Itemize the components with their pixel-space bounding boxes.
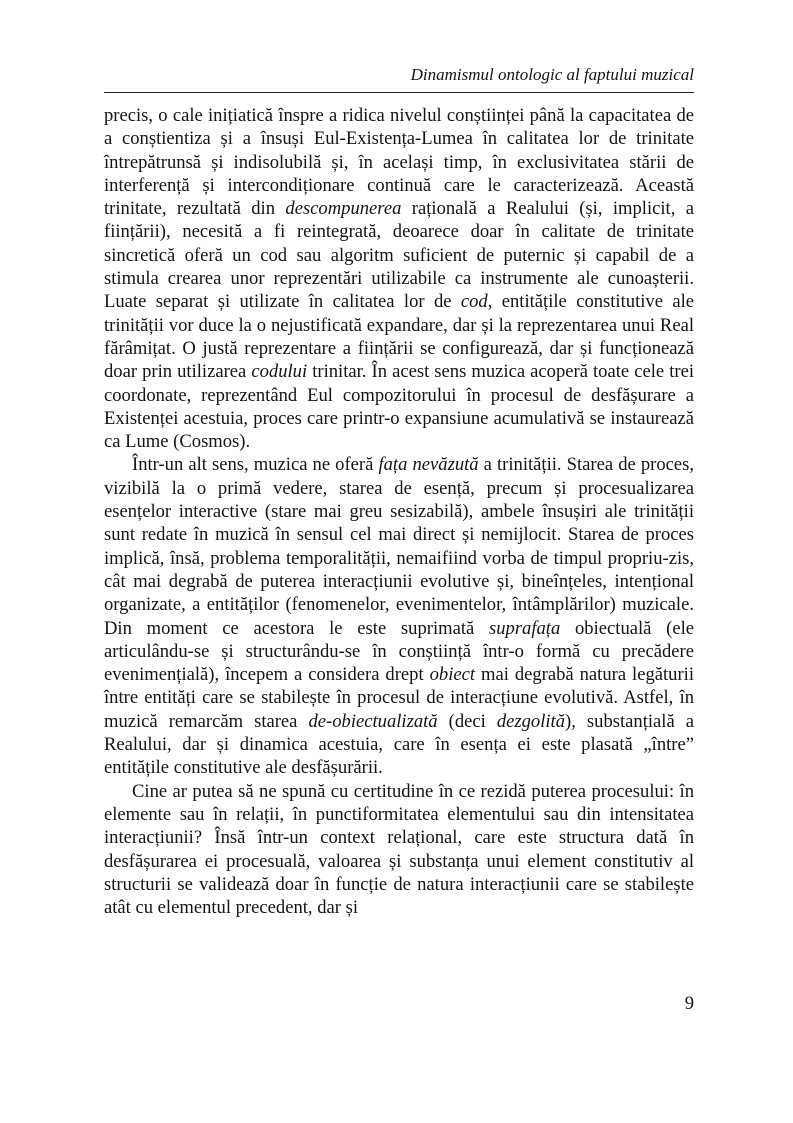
paragraph-3 <box>104 780 694 920</box>
text-run: mai degrabă natura legăturii între entități care se stabilește în procesul de interacțiune evolutivă. Astfel, în muzică remarcăm starea <box>104 664 694 732</box>
text-run: trinitar. În acest sens muzica acoperă toate cele trei coordonate, reprezentând Eul compozitorului în procesul de desfășurare a Existenței acestuia, proces care printr-o expansiune acumulativă se instaurează ca Lume (Cosmos). <box>104 361 694 453</box>
italic-run: dezgolită <box>496 710 566 732</box>
text-run: a trinității. Starea de proces, vizibilă la o primă vedere, starea de esență, precum și procesualizarea esențelor interactive (stare mai greu sesizabilă), ambele însușiri ale trinității sunt redate în muzică în sensul cel mai direct și nemijlocit. Starea de proces implică, însă, problema temporalității, nemaifiind vorba de timpul propriu-zis, cât mai degrabă de puterea interacțiunii evolutive și, bineînțeles, intențional organizate, a entităților (fenomenelor, evenimentelor, întâmplărilor) muzicale. Din moment ce acestora le este suprimată <box>104 454 695 639</box>
paragraph-2 <box>104 453 694 779</box>
italic-run: descompunerea <box>285 198 402 220</box>
body-text <box>104 104 694 919</box>
text-run: (deci <box>437 710 497 732</box>
text-run: precis, o cale inițiatică înspre a ridica nivelul conștiinței până la capacitatea de a conștientiza și a însuși Eul-Existența-Lumea în calitatea lor de trinitate întrepătrunsă și indisolubilă și, în același timp, în exclusivitatea stării de interferență și intercondiționare continuă care le caracterizează. Această trinitate, rezultată din <box>104 105 694 220</box>
italic-run: de-obiectualizată <box>308 710 438 732</box>
text-run: , entitățile constitutive ale trinității vor duce la o nejustificată expandare, dar și la reprezentarea unui Real fărâmițat. O justă reprezentare a ființării se configurează, dar și funcționează doar prin utilizarea <box>104 291 694 383</box>
text-run: ), substanțială a Realului, dar și dinamica acestuia, care în esența ei este plasată „între” entitățile constitutive ale desfășurării. <box>104 710 694 779</box>
italic-run: obiect <box>429 664 476 686</box>
italic-run: codului <box>251 361 308 383</box>
italic-run: cod <box>460 291 488 313</box>
text-run: obiectuală (ele articulându-se și structurându-se în conștiință într-o formă cu precădere evenimențială), începem a considera drept <box>104 617 694 686</box>
text-run: rațională a Realului (și, implicit, a ființării), necesită a fi reintegrată, deoarece doar în calitate de trinitate sincretică oferă un cod sau algoritm suficient de puternic și capabil de a stimula crearea unor reprezentări utilizabile ca instrumente ale cunoașterii. Luate separat și utilizate în calitatea lor de <box>104 198 694 313</box>
running-header: Dinamismul ontologic al faptului muzical <box>410 65 694 84</box>
header-rule <box>104 92 694 93</box>
italic-run: fața nevăzută <box>378 454 479 476</box>
text-run: Într-un alt sens, muzica ne oferă <box>132 454 379 476</box>
page-number: 9 <box>684 993 694 1014</box>
paragraph-1 <box>104 104 694 453</box>
text-run: Cine ar putea să ne spună cu certitudine în ce rezidă puterea procesului: în elemente sau în relații, în punctiformitatea elementului sau din intensitatea interacțiunii? Însă într-un context relațional, care este structura dată în desfășurarea ei procesuală, valoarea și substanța unui element constitutiv al structurii se validează doar în funcție de natura interacțiunii care se stabilește atât cu elementul precedent, dar și <box>104 780 694 919</box>
italic-run: suprafața <box>488 617 561 639</box>
